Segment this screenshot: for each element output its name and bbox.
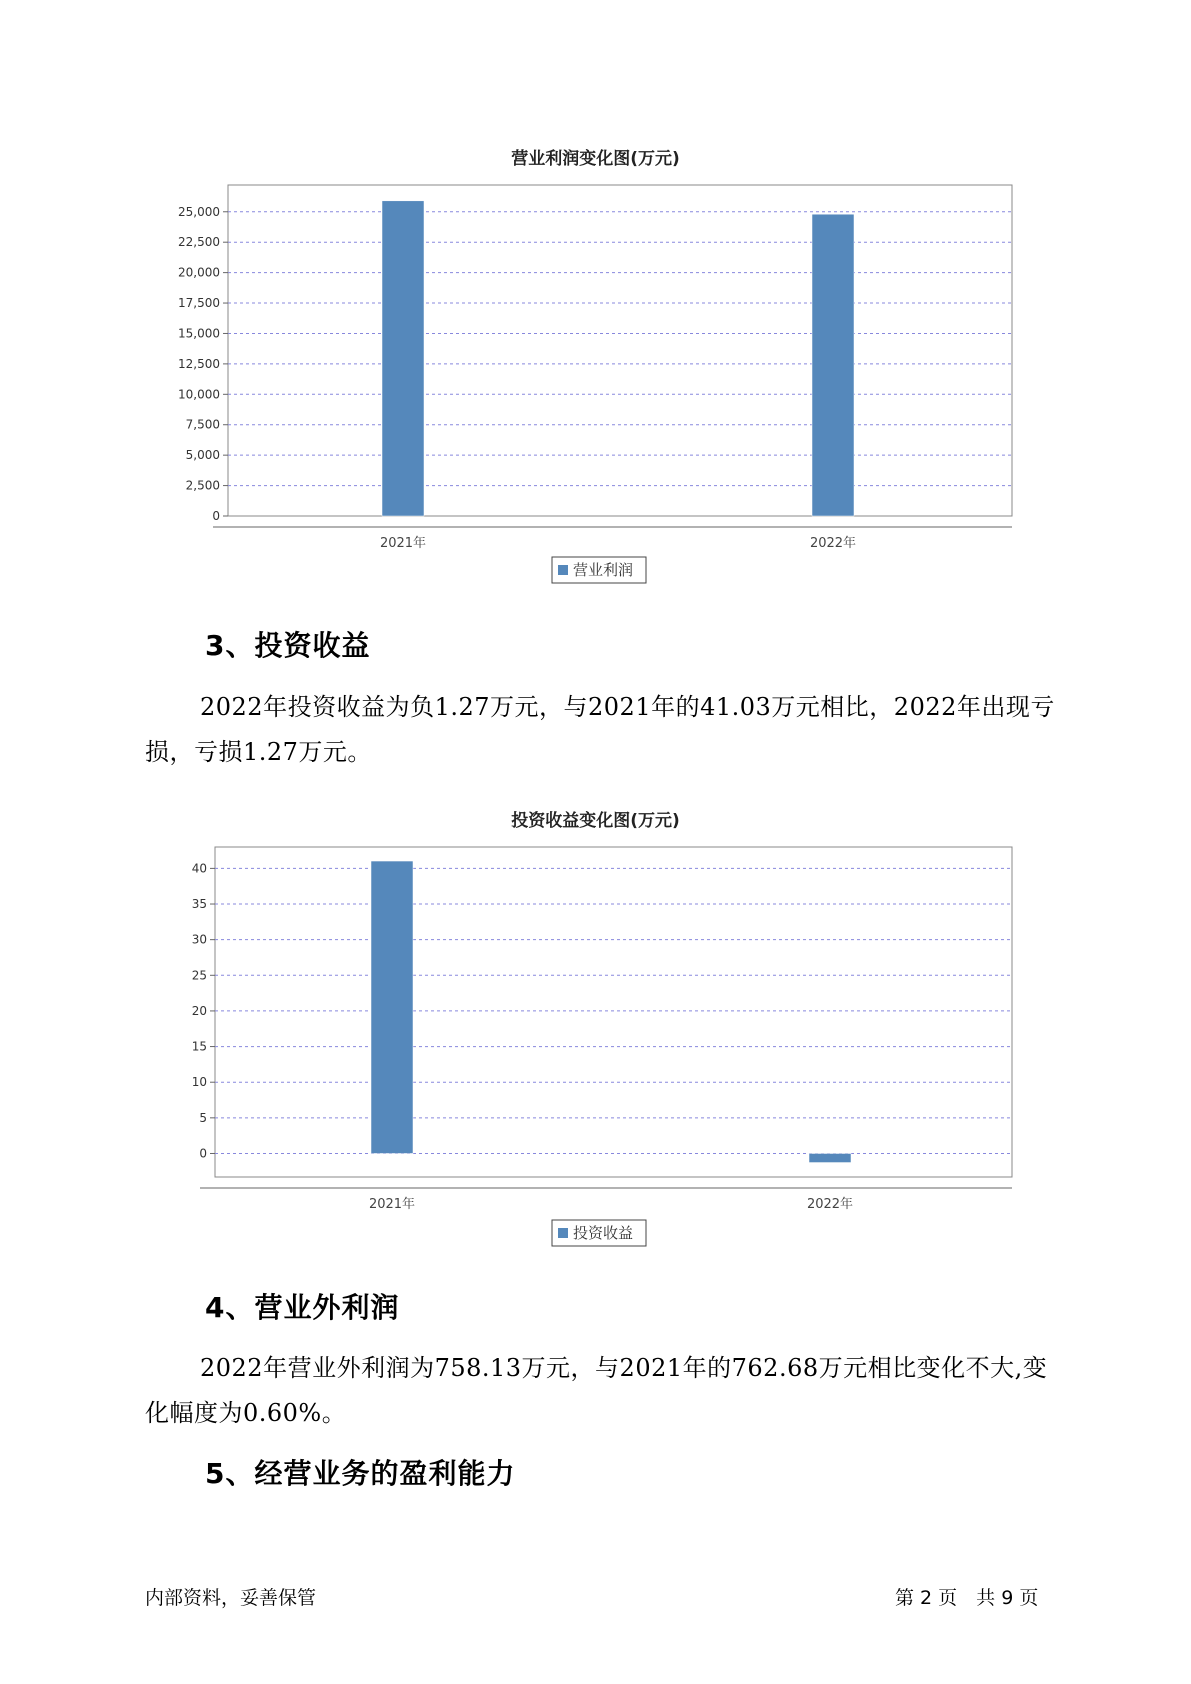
- section-heading-profitability: 5、经营业务的盈利能力: [205, 1457, 516, 1490]
- y-tick-label: 10,000: [178, 387, 220, 402]
- footer-confidential-note: 内部资料，妥善保管: [145, 1587, 317, 1609]
- y-tick-label: 20: [191, 1003, 207, 1018]
- footer-page-number: 第 2 页 共 9 页: [895, 1587, 1039, 1609]
- y-tick-label: 40: [191, 861, 207, 876]
- y-tick-label: 15: [191, 1039, 207, 1054]
- legend-swatch: [558, 565, 568, 575]
- operating-profit-chart: [0, 170, 1191, 590]
- y-tick-label: 12,500: [178, 356, 220, 371]
- y-tick-label: 10: [191, 1075, 207, 1090]
- section-heading-investment-income: 3、投资收益: [205, 629, 371, 662]
- bar: [812, 214, 854, 516]
- y-tick-label: 25: [191, 968, 207, 983]
- x-tick-label: 2021年: [368, 1197, 416, 1212]
- y-tick-label: 7,500: [185, 417, 220, 432]
- investment-income-chart: [0, 832, 1191, 1252]
- bar: [809, 1153, 851, 1162]
- x-tick-label: 2022年: [806, 1197, 854, 1212]
- legend-swatch: [558, 1228, 568, 1238]
- legend: [552, 1220, 646, 1246]
- legend-label: 营业利润: [573, 561, 634, 579]
- operating-profit-chart-title: 营业利润变化图(万元): [511, 149, 680, 169]
- bar: [382, 201, 424, 516]
- y-tick-label: 5: [199, 1110, 207, 1125]
- legend-label: 投资收益: [573, 1224, 634, 1242]
- non-operating-profit-paragraph: 2022年营业外利润为758.13万元，与2021年的762.68万元相比变化不大,变化幅度为0.60%。: [145, 1354, 1048, 1427]
- legend: [552, 557, 646, 583]
- x-tick-label: 2022年: [809, 536, 857, 551]
- y-tick-label: 0: [199, 1146, 207, 1161]
- investment-income-chart-title: 投资收益变化图(万元): [511, 811, 680, 831]
- y-tick-label: 15,000: [178, 326, 220, 341]
- y-tick-label: 25,000: [178, 204, 220, 219]
- plot-frame: [215, 847, 1012, 1177]
- y-tick-label: 22,500: [178, 235, 220, 250]
- y-tick-label: 20,000: [178, 265, 220, 280]
- investment-income-paragraph: 2022年投资收益为负1.27万元，与2021年的41.03万元相比，2022年出现亏损，亏损1.27万元。: [145, 693, 1055, 766]
- y-tick-label: 30: [191, 932, 207, 947]
- bar: [371, 861, 413, 1153]
- y-tick-label: 17,500: [178, 296, 220, 311]
- y-tick-label: 2,500: [185, 478, 220, 493]
- section-heading-non-operating-profit: 4、营业外利润: [205, 1291, 400, 1324]
- x-tick-label: 2021年: [379, 536, 427, 551]
- plot-frame: [228, 185, 1012, 516]
- y-tick-label: 0: [212, 509, 220, 523]
- y-tick-label: 5,000: [185, 448, 220, 463]
- y-tick-label: 35: [191, 897, 207, 912]
